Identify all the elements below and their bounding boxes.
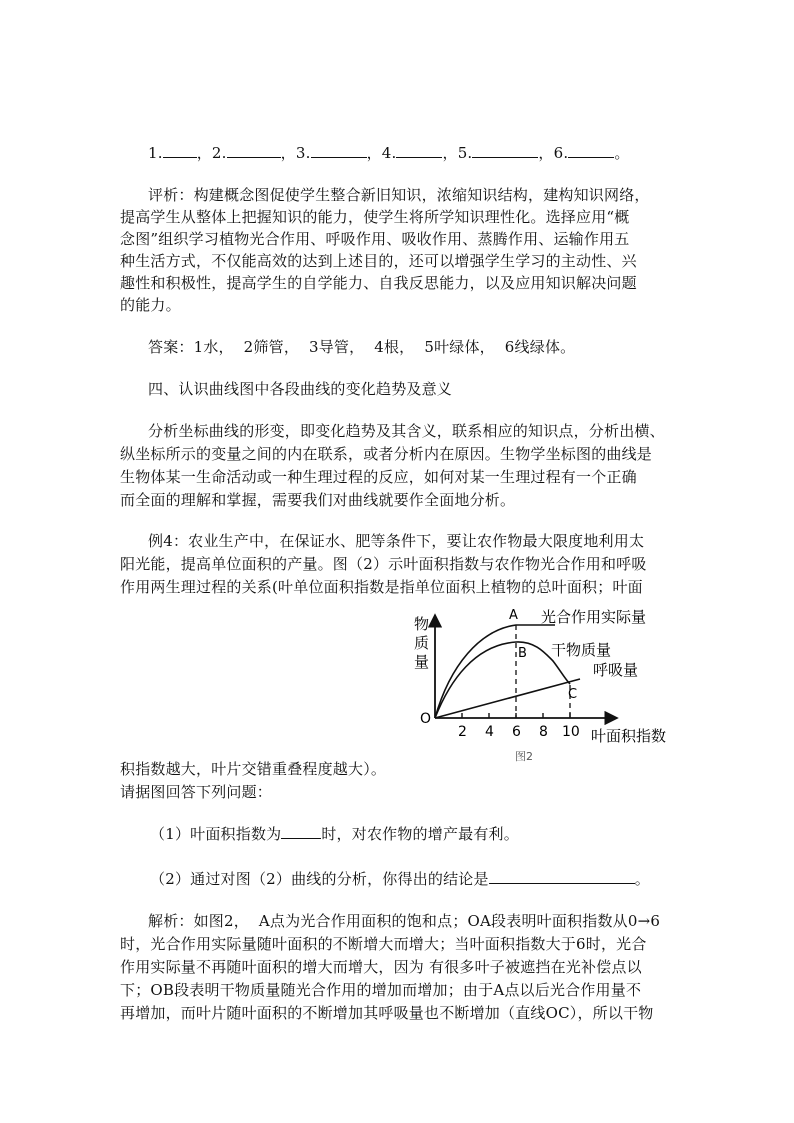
y-label-2: 质 — [414, 634, 430, 652]
photosynthesis-curve — [435, 625, 555, 718]
question-1-text-after: 时，对农作物的增产最有利。 — [321, 825, 519, 843]
x-tick-label-8: 8 — [539, 724, 548, 740]
analysis-line-1: 评析：构建概念图促使学生整合新旧知识，浓缩知识结构，建构知识网络， — [148, 186, 650, 204]
x-tick-label-4: 4 — [485, 724, 494, 740]
example-4-line-1: 例4：农业生产中，在保证水、肥等条件下，要让农作物最大限度地利用太 — [148, 532, 645, 550]
section-4-title: 四、认识曲线图中各段曲线的变化趋势及意义 — [148, 380, 453, 398]
figure-caption: 图2 — [515, 750, 533, 763]
x-tick-label-6: 6 — [512, 724, 521, 740]
x-tick-label-10: 10 — [562, 724, 580, 740]
analysis-line-4: 种生活方式，不仅能高效的达到上述目的，还可以增强学生学习的主动性、兴 — [120, 252, 637, 270]
respiration-line — [435, 679, 580, 718]
example-4-line-2: 阳光能，提高单位面积的产量。图（2）示叶面积指数与农作物光合作用和呼吸 — [120, 555, 647, 573]
question-2-text-before: （2）通过对图（2）曲线的分析，你得出的结论是 — [150, 870, 489, 888]
x-tick-label-2: 2 — [458, 724, 467, 740]
solution-line-2: 时，光合作用实际量随叶面积的不断增大而增大；当叶面积指数大于6时，光合 — [120, 935, 647, 953]
y-label-3: 量 — [414, 653, 430, 671]
section-4-line-4: 而全面的理解和掌握，需要我们对曲线就要作全面地分析。 — [120, 491, 516, 509]
section-4-line-2: 纵坐标所示的变量之间的内在联系，或者分析内在原因。生物学坐标图的曲线是 — [120, 445, 653, 463]
blank-number-3: 3. — [295, 144, 311, 162]
question-1-blank[interactable] — [281, 824, 321, 839]
question-prompt: 请据图回答下列问题： — [120, 783, 273, 801]
section-4-line-3: 生物体某一生命活动或一种生理过程的反应，如何对某一生理过程有一个正确 — [120, 468, 637, 486]
point-c-label: C — [568, 687, 578, 702]
analysis-line-6: 的能力。 — [120, 296, 181, 314]
answer-blank-4[interactable] — [396, 143, 442, 158]
question-2-blank[interactable] — [489, 869, 635, 884]
answer-line: 答案：1水， 2筛管， 3导管， 4根， 5叶绿体， 6线绿体。 — [148, 338, 576, 356]
answer-blank-5[interactable] — [472, 143, 538, 158]
blank-number-4: 4. — [381, 144, 397, 162]
question-2 — [150, 868, 650, 890]
legend-respiration: 呼吸量 — [593, 661, 639, 679]
solution-line-4: 下；OB段表明干物质量随光合作用的增加而增加；由于A点以后光合作用量不 — [120, 981, 642, 999]
answer-blank-6[interactable] — [568, 143, 614, 158]
point-a-label: A — [509, 608, 518, 623]
example-4-line-4: 积指数越大，叶片交错重叠程度越大）。 — [120, 760, 387, 778]
analysis-line-5: 趣性和积极性，提高学生的自学能力、自我反思能力，以及应用知识解决问题 — [120, 274, 637, 292]
leaf-area-index-chart — [405, 605, 695, 765]
solution-line-5: 再增加，而叶片随叶面积的不断增加其呼吸量也不断增加（直线OC），所以干物 — [120, 1004, 654, 1022]
blank-number-5: 5. — [457, 144, 473, 162]
answer-blank-1[interactable] — [163, 143, 197, 158]
analysis-line-2: 提高学生从整体上把握知识的能力，使学生将所学知识理性化。选择应用“概 — [120, 208, 630, 226]
origin-label: O — [420, 711, 432, 727]
analysis-line-3: 念图”组织学习植物光合作用、呼吸作用、吸收作用、蒸腾作用、运输作用五 — [120, 230, 630, 248]
fill-in-blanks-line: 1. ，2. ，3. ，4. ，5. ，6. 。 — [148, 144, 630, 162]
section-4-line-1: 分析坐标曲线的形变，即变化趋势及其含义，联系相应的知识点，分析出横、 — [148, 422, 665, 440]
question-1 — [150, 823, 519, 845]
x-axis-label: 叶面积指数 — [591, 727, 667, 745]
dry-matter-curve — [435, 642, 570, 718]
example-4-line-3: 作用两生理过程的关系(叶单位面积指数是指单位面积上植物的总叶面积；叶面 — [120, 578, 643, 596]
legend-photosynthesis: 光合作用实际量 — [541, 608, 647, 626]
y-label-1: 物 — [414, 615, 430, 633]
solution-line-3: 作用实际量不再随叶面积的增大而增大，因为 有很多叶子被遮挡在光补偿点以 — [120, 958, 642, 976]
legend-dry-matter: 干物质量 — [551, 641, 612, 659]
solution-line-1: 解析：如图2， A点为光合作用面积的饱和点；OA段表明叶面积指数从0→6 — [148, 912, 661, 930]
question-1-text-before: （1）叶面积指数为 — [150, 825, 282, 843]
blank-number-2: 2. — [211, 144, 227, 162]
blank-number-1: 1. — [148, 144, 163, 162]
blank-number-6: 6. — [553, 144, 569, 162]
point-b-label: B — [518, 646, 527, 661]
answer-blank-2[interactable] — [227, 143, 281, 158]
answer-blank-3[interactable] — [311, 143, 367, 158]
question-2-text-after: 。 — [634, 870, 650, 888]
